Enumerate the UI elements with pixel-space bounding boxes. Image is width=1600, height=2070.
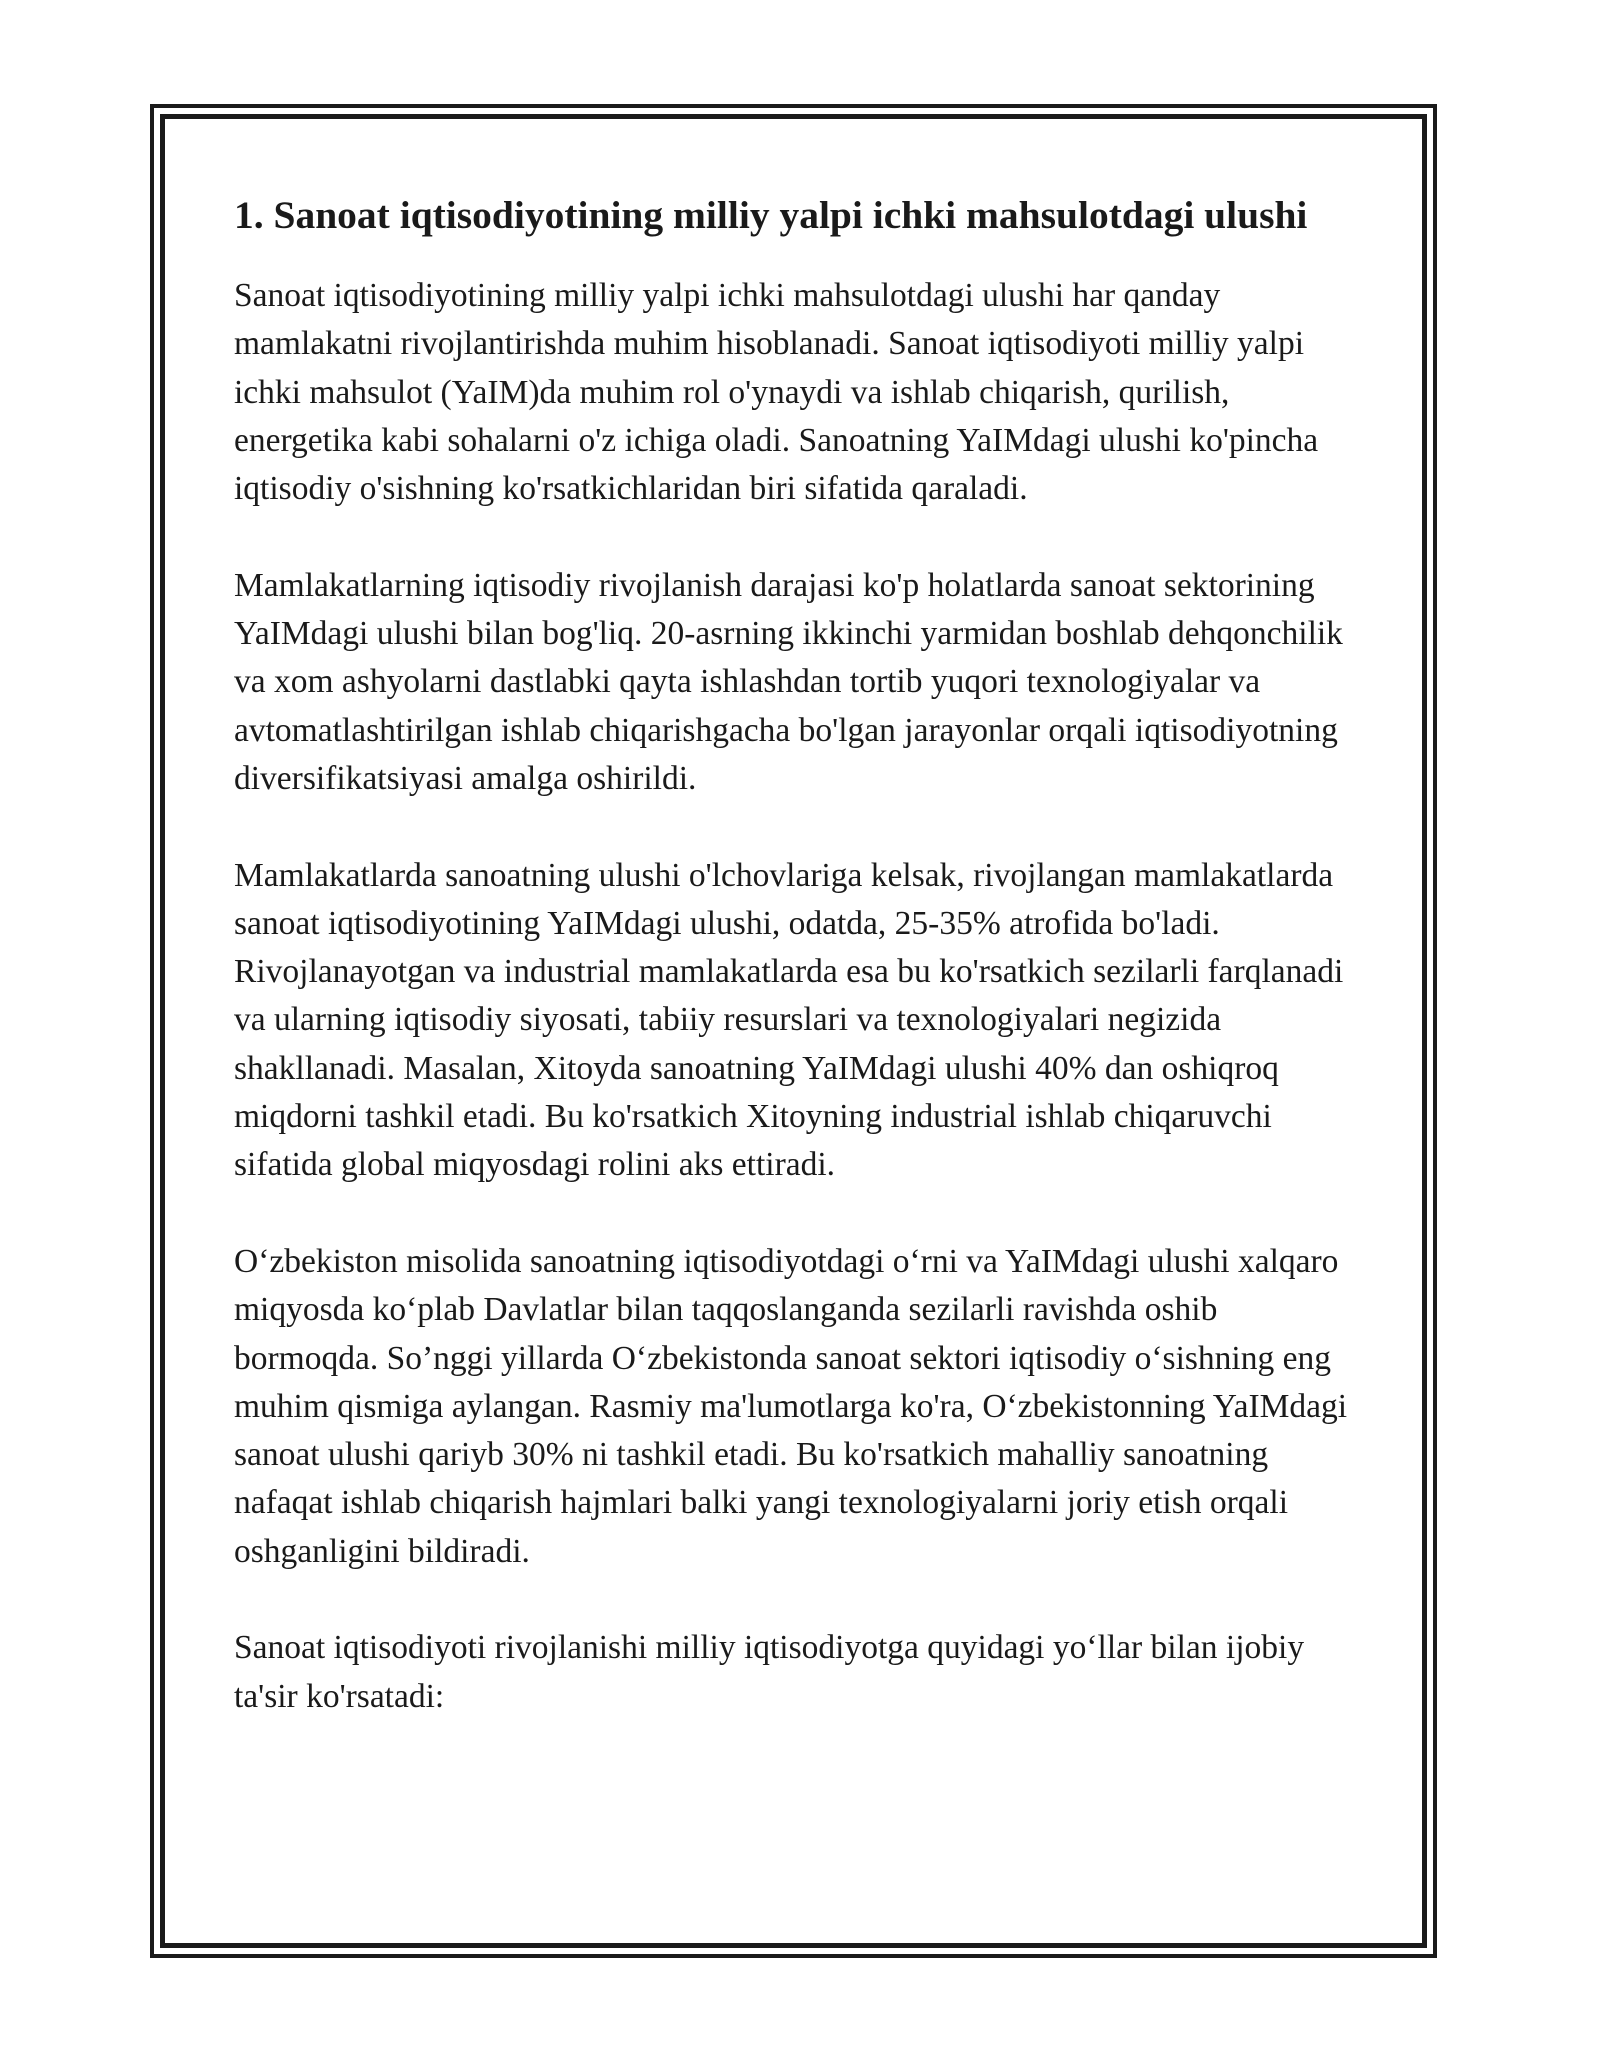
section-heading: 1. Sanoat iqtisodiyotining milliy yalpi ichki mahsulotdagi ulushi	[234, 193, 1308, 237]
paragraph-1: Sanoat iqtisodiyotining milliy yalpi ichki mahsulotdagi ulushi har qanday mamlakatni rivojlantirishda muhim hisoblanadi. Sanoat iqtisodiyoti milliy yalpi ichki mahsulot (YaIM)da muhim rol o'ynaydi va ishlab chiqarish, qurilish, energetika kabi sohalarni o'z ichiga oladi. Sanoatning YaIMdagi ulushi ko'pincha iqtisodiy o'sishning ko'rsatkichlaridan biri sifatida qaraladi.	[234, 277, 1319, 508]
paragraph-2: Mamlakatlarning iqtisodiy rivojlanish darajasi ko'p holatlarda sanoat sektorining YaIMdagi ulushi bilan bog'liq. 20-asrning ikkinchi yarmidan boshlab dehqonchilik va xom ashyolarni dastlabki qayta ishlashdan tortib yuqori texnologiyalar va avtomatlashtirilgan ishlab chiqarishgacha bo'lgan jarayonlar orqali iqtisodiyotning diversifikatsiyasi amalga oshirildi.	[234, 566, 1343, 797]
paragraph-3: Mamlakatlarda sanoatning ulushi o'lchovlariga kelsak, rivojlangan mamlakatlarda sanoat iqtisodiyotining YaIMdagi ulushi, odatda, 25-35% atrofida bo'ladi. Rivojlanayotgan va industrial mamlakatlarda esa bu ko'rsatkich sezilarli farqlanadi va ularning iqtisodiy siyosati, tabiiy resurslari va texnologiyalari negizida shakllanadi. Masalan, Xitoyda sanoatning YaIMdagi ulushi 40% dan oshiqroq miqdorni tashkil etadi. Bu ko'rsatkich Xitoyning industrial ishlab chiqaruvchi sifatida global miqyosdagi rolini aks ettiradi.	[234, 856, 1344, 1184]
document-content	[234, 188, 1364, 1769]
paragraph-4: O‘zbekiston misolida sanoatning iqtisodiyotdagi o‘rni va YaIMdagi ulushi xalqaro miqyosda ko‘plab Davlatlar bilan taqqoslanganda sezilarli ravishda oshib bormoqda. So’nggi yillarda O‘zbekistonda sanoat sektori iqtisodiy o‘sishning eng muhim qismiga aylangan. Rasmiy ma'lumotlarga ko'ra, O‘zbekistonning YaIMdagi sanoat ulushi qariyb 30% ni tashkil etadi. Bu ko'rsatkich mahalliy sanoatning nafaqat ishlab chiqarish hajmlari balki yangi texnologiyalarni joriy etish orqali oshganligini bildiradi.	[234, 1242, 1348, 1570]
paragraph-5: Sanoat iqtisodiyoti rivojlanishi milliy iqtisodiyotga quyidagi yo‘llar bilan ijobiy ta'sir ko'rsatadi:	[234, 1629, 1305, 1715]
